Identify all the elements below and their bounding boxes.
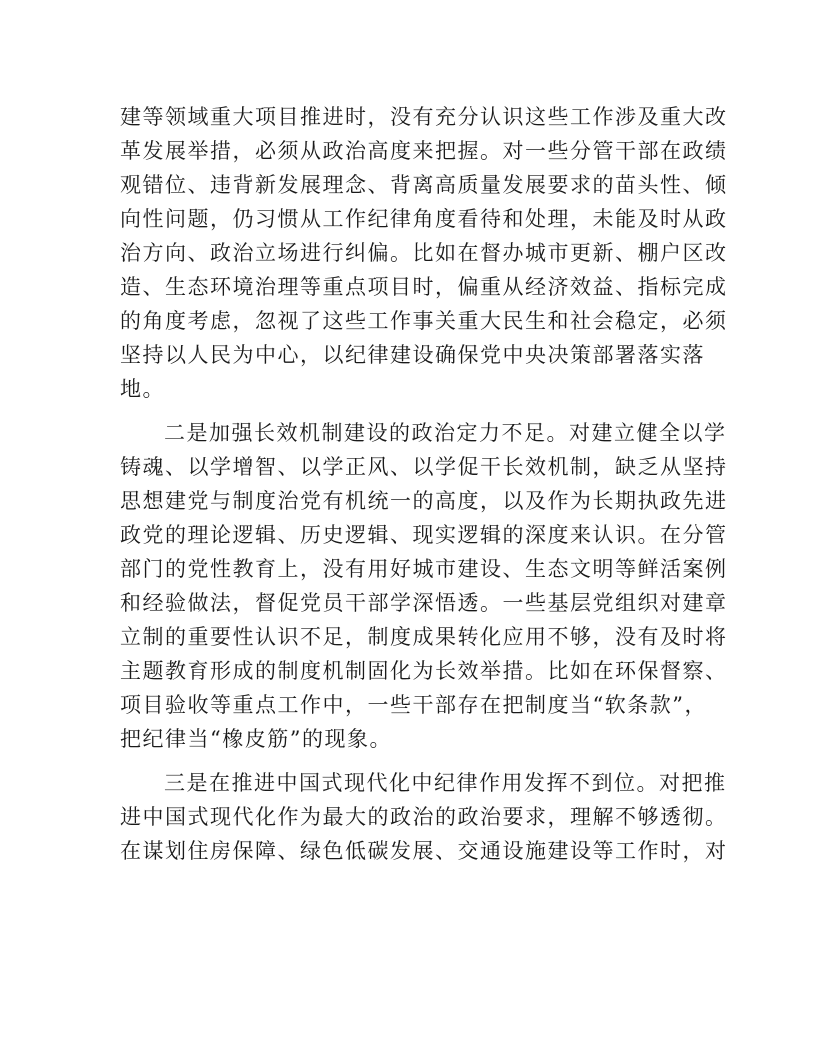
text-line: 建等领域重大项目推进时，没有充分认识这些工作涉及重大改: [120, 105, 728, 129]
text-line: 铸魂、以学增智、以学正风、以学促干长效机制，缺乏从坚持: [120, 455, 728, 479]
text-line: 坚持以人民为中心，以纪律建设确保党中央决策部署落实落: [120, 343, 705, 367]
text-line: 思想建党与制度治党有机统一的高度，以及作为长期执政先进: [120, 489, 728, 513]
text-line: 三是在推进中国式现代化中纪律作用发挥不到位。对把推: [164, 771, 727, 795]
text-line: 进中国式现代化作为最大的政治的政治要求，理解不够透彻。: [120, 805, 728, 829]
text-line: 立制的重要性认识不足，制度成果转化应用不够，没有及时将: [120, 625, 728, 649]
text-line: 和经验做法，督促党员干部学深悟透。一些基层党组织对建章: [120, 591, 728, 615]
paragraph-2: [120, 416, 728, 756]
text-line: 二是加强长效机制建设的政治定力不足。对建立健全以学: [164, 421, 727, 445]
paragraph-3: [120, 766, 728, 868]
paragraph-spacer: [120, 406, 700, 416]
text-line: 主题教育形成的制度机制固化为长效举措。比如在环保督察、: [120, 659, 728, 683]
text-line: 造、生态环境治理等重点项目时，偏重从经济效益、指标完成: [120, 275, 728, 299]
document-body: [120, 100, 728, 868]
text-line: 的角度考虑，忽视了这些工作事关重大民生和社会稳定，必须: [120, 309, 728, 333]
text-line: 治方向、政治立场进行纠偏。比如在督办城市更新、棚户区改: [120, 241, 728, 265]
text-line: 政党的理论逻辑、历史逻辑、现实逻辑的深度来认识。在分管: [120, 523, 728, 547]
paragraph-1: [120, 100, 728, 406]
text-line: 在谋划住房保障、绿色低碳发展、交通设施建设等工作时，对: [120, 839, 728, 863]
text-line: 地。: [120, 377, 165, 401]
text-line: 观错位、违背新发展理念、背离高质量发展要求的苗头性、倾: [120, 173, 728, 197]
paragraph-spacer: [120, 756, 700, 766]
text-line: 革发展举措，必须从政治高度来把握。对一些分管干部在政绩: [120, 139, 728, 163]
text-line: 项目验收等重点工作中，一些干部存在把制度当“软条款”，: [120, 693, 707, 717]
text-line: 把纪律当“橡皮筋”的现象。: [120, 727, 392, 751]
text-line: 向性问题，仍习惯从工作纪律角度看待和处理，未能及时从政: [120, 207, 728, 231]
text-line: 部门的党性教育上，没有用好城市建设、生态文明等鲜活案例: [120, 557, 728, 581]
